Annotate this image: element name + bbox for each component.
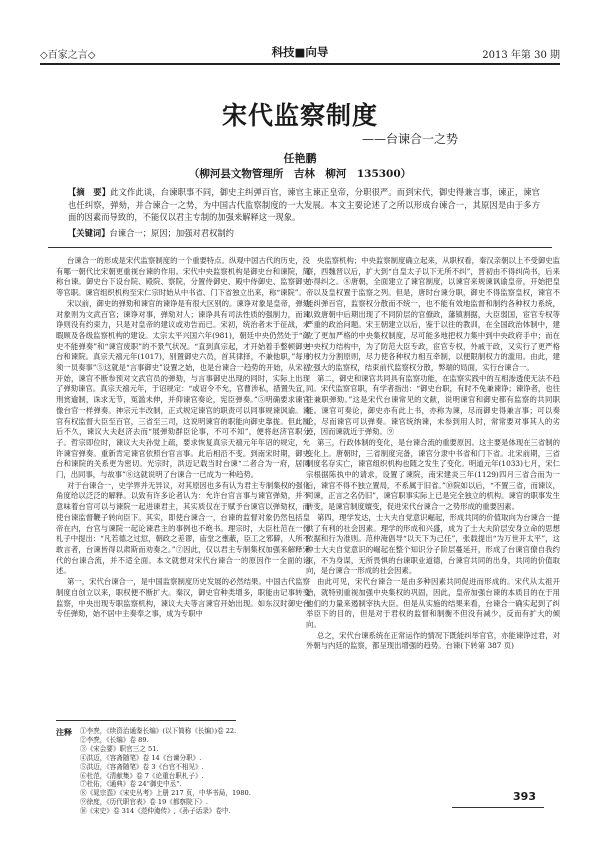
keywords-label: 【关键词】 [68,228,110,238]
header-divider [40,63,560,65]
footnote: ①李焘，《续资治通鉴长编》(以下简称《长编》)卷 22. [80,727,237,735]
footnote: ⑨徐度，《历代职官表》卷 19《都察院下》. [80,798,208,807]
article-title: 宋代监察制度 [221,101,378,130]
running-header [40,42,560,62]
abstract-label: 【摘 要】 [68,187,111,197]
article-subtitle: ——台谏合一之势 [361,132,458,146]
body-column-left [56,256,310,620]
paragraph: 第四，理学发达，士大夫自觉意识崛起，形成共同的价值取向为台谏合一提供了有利的社会因素。理学的形成和兴盛，成为了士大夫阶层安身立命的思想依据和行为准则。范仲淹倡导“以天下为己任”，张载提出“为万世开太平”，这种士大夫自觉意识的崛起在整个知识分子阶层蔓延开，形成了台谏官僚自我约束，不为身谋，无所畏惧的台谏职业道德，台谏官共同的出身，共同的价值取向，是台谏合一形成的社会因素。 [306,512,560,576]
footnote: ⑥杜范，《清献集》卷 7《论重台职札子》. [80,771,204,780]
footnote: ⑤洪迈，《容斋随笔》卷 3《台官不相见》. [80,762,204,771]
page-number: 393 [513,790,536,803]
paragraph: 第三，行政体制的变化，是台谏合流的重要原因。这主要是体现在三省制的变化上。唐朝时，三省制度完备，谏官分隶中书省和门下省。北宋前期，三省制度名存实亡，谏官组织机构也随之发生了变化。明道元年(1033)七月，宋仁宗根据陈执中的请求，设置了谏院，南宋建炎三年(1129)四月三省合而为一后，谏官不得不独立置局，不系属于旧省。”⑩院如以后，“不置三省，而谏议，司谏，正言之名仍旧”，谏官职事实际上已是完全独立的机构。谏官的职事发生转变，是谏官制度嬗变，促进宋代台谏合一之势形成的重要因素。 [306,437,560,512]
keywords [68,227,540,239]
paragraph: 第二，御史和谏官共同具有监察功能，在监察实践中的互相渗透使无法不趋同。宋代监察官职，有学者指出：“御史台职，有时不免兼谏诤；谏诤者，也往往兼职弹劾。”这是宋代台谏常见的文献，说明谏官和御史都有监察的共同职能。谏官可奏论，御史亦有此上书，亦称为谏，尽而御史得兼言事；可以奏论，尽而谏官可以弹奏。谏官统纳谏，未参到用人时，常常要对事其人的劣迹，因而谏就近于弹劾。⑨ [306,373,560,437]
paragraph: 总之，宋代台谏系统在正常运作的情况下既能纠举官官，亦能谏诤过君，对外朝与内廷的监察，都呈现出增强的趋势。台谏(下转第 387 页) [306,630,560,651]
header-section-label: ◇百家之言◇ [40,50,96,61]
article-author: 任艳鹏 [283,152,317,165]
footnote: ②李焘，《长编》卷 89. [80,735,149,744]
paragraph: 宋以前，御史的弹劾和谏官的谏诤是有很大区别的。谏诤对象是皇帝，弹劾对象则为文武百官；谏诤对事，弹劾对人；谏诤具有司法性质的强制力，而谏诤则没有约束力，只是对皇帝的建议或劝告而已。宋初，统治者未于征战，未暇顾及各级监察机构的建设。太宗太平兴国六年(981)，朝廷中央仍然处于“御史不能弹奏”和“谏官废职”的不景气状况。“直到真宗起，才开始着手整顿御史台和谏院。真宗天禧元年(1017)，别置御史六员，首其律择，不兼他职，”每月须一员奏事”⑤这就是“言事御史”设置之始，也是台谏合一趋势的开始，从宋初开始，谏官不断参预对文武官员的弹劾，与言事御史出现的同时，实际上出现了弹劾谏官。真宗天禧元年，于诏规定：“或诏令不允，官曹涉私，措置失宜，刑赏逾制，诛求无节，冤滥未伸，并仰谏官奏论，宪臣弹奏。”⑤明确要求谏官像台官一样弹奏。神宗元丰改制，正式规定谏官的职责可以同事规谏讽谕。谏官有权监督大臣至百官，三省至三司，这说明谏官的职能向御史靠拢。但此制后不久，谏议大夫赵济去而“展弹劾群臣论事，不可不知”，便将赵济官职分子。哲宗即位时，谏议大夫孙觉上疏，要求恢复真宗天禧元年年诏的规定，允许谏官弹奏。重新肯定谏官依照台官言事。此后相沿不变。到南宋时期，御史台和谏院的关系更为密切。光宗时，洪迈记载当时台谏“二者合为一府，居同门，出同事，与故事”⑧这就说明了台谏合一已成为一种趋势。 [56,298,310,480]
footnote: ③《宋会要》职官三之 51. [80,744,159,753]
footnote-divider [56,720,236,721]
footnote: ⑩《宋史》卷 314《范仲淹传》,《孙子话录》卷中. [80,807,231,816]
keywords-text: 台谏合一；原因；加强对君权制约 [109,228,234,238]
header-issue: 2013 年第 30 期 [482,50,560,61]
abstract-text: 此文作此谈，台谏职事不同，御史主纠弹百官，谏官主谏正皇帝，分职很严。而到宋代，御史得兼言事，谏正，谏官也任纠察，弹劾，并合谏合一之势，为中国古代监察制度的一大发展。本文主要论述了之所以形成台谏合一，其原因是由于多方面的因素而导致的，不能仅以君主专制的加强来解释这一现象。 [68,187,540,222]
footnotes [80,727,440,816]
paragraph: 由此可见，宋代台谏合一是由多种因素共同促进而形成的。宋代从太祖开始，就特别重视加强中央集权的巩固，因此，皇帝加强台谏的本质目的在于用他们的力量来遏制宰执大臣。但是从实施的结果来看，台谏合一确实起到了纠举臣下的目的，但是对于君权的监督和制衡不但没有减少，反而有扩大的倾向。 [306,577,560,629]
author-affiliation: （柳河县文物管理所 吉林 柳河 135300） [188,168,412,180]
abstract [68,186,540,224]
footnotes-label: 注释 [56,727,72,737]
paragraph: 台谏合一的形成是宋代监察制度的一个重要特点。纵观中国古代的历史，没有哪一朝代比宋朝更重视台谏的作用。宋代中央监察机构是御史台和谏院，简称台谏。御史台下设台院、殿院、察院，分置侍御史、殿中侍御史、监察御史等官职。谏官组织机构至宋仁宗时始从中书省、门下省独立出来，称“谏院”。 [56,256,310,298]
footer-divider [452,807,544,808]
body-column-right [306,256,560,652]
footnote: ⑧《晁宗悫》《宋史丛考》上册 217 页，中华书局，1980. [80,789,251,798]
footnote: ⑦杜佑，《通典》卷 24“御史中丞”. [80,780,182,789]
footnote: ④洪迈，《容斋随笔》卷 14《台谏分职》. [80,753,202,762]
paragraph: 第一，宋代台谏合一，是中国监察制度历史发展的必然结果。中国古代监察制度自创立以来，职权便不断扩大。秦汉，御史官种类增多，职能由记事转变监察，中央出现专职监察机构，谏议大夫等言谏官开始出现。如东汉时御史台专任弹劾，始不居中主奏奉之事，成为专职中 [56,577,310,619]
paragraph: 对于台谏合一，史学界并无异议，对其原因也多有认为君主专制集权的强化角度给以泛泛的解释。以致有许多论者认为：允许台官言事与谏官弹劾，并不意味着台官可以与谏院一起进谏君主，其实质仅在于赋予台谏官以弹劾权，而使台谏监督鞭子转向臣下。其实，即使台谏合一，台谏的监督对象仍然包括皇帝在内，台官与谏院一起论谏君主的事例也不绝书。理宗时，大臣杜范在一份札子中提出：“凡若德之过愆，朝政之差谬，庙堂之壅蔽，臣工之邪僻，人所不敢言者，台谏皆得以肃斯而劝奏之。”⑦因此，仅以君主专制集权加强来解释宋代的台谏合流，并不适全面。本文就想对宋代台谏合一的原因作一全面的论述。 [56,480,310,576]
header-journal-name: 科技■向导 [271,45,329,59]
paragraph: 央监察机构；中央监察制度确立起来，从职权看，秦汉亲朝以上不受御史监察，西魏晋以后，扩大到“自皇太子以下无所不纠”，晋初由不得纠尚书，后来亦得纠之。⑧唐朝，全面建立了谏官制度，以谏官来规谏讽谕皇帝，开始把皇帝以及皇权置于监察之列。但是，唐时台谏分职，御史不得监察皇权，谏官不能纠弹百官，监察权分散而不统一，也不能有效地监督和制约各种权力系统，以致唐朝中后期出现了不同阶层的官僚政，藩镇割据，大臣弱国，宦官专权等严重的政治问题。宋王朝建立以后，鉴于以往的教训，在全国政治体制中，建立了更加严格的中央集权制度，尽可能多地把权力集中到中央政府手中；而在中央权力结构中，为了防范大臣专政，宦官专权，外戚干政，又实行了更严格的权力分割原则，尽力使各种权力相互牵制，以便限制权力的滥用。由此，建立强大的监察权，结束前代监察权分散，弊端的局面，实行台谏合一。 [306,256,560,373]
abstract-divider [48,247,552,248]
